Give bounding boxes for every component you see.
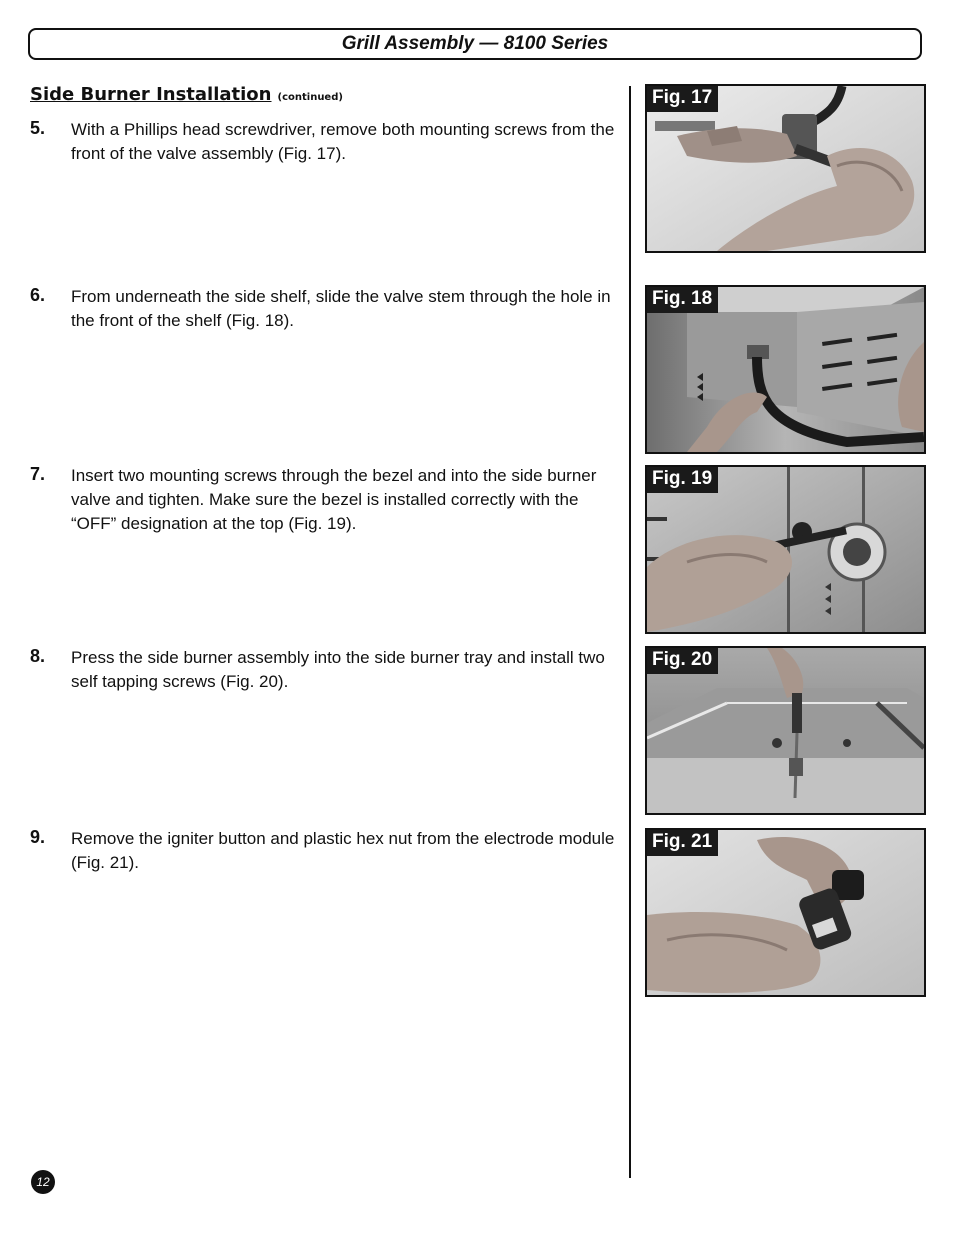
continued-note: (continued) [277,92,343,103]
page-header [28,28,922,60]
step-text: Remove the igniter button and plastic hex nut from the electrode module (Fig. 21). [71,829,615,872]
figure-label: Fig. 18 [647,287,718,313]
figure-label: Fig. 17 [647,86,718,112]
figure-19 [645,465,926,634]
section-title-text: Side Burner Installation [30,84,272,105]
figure-17 [645,84,926,253]
step-number: 7. [30,464,46,484]
step-text: Press the side burner assembly into the side burner tray and install two self tapping screws (Fig. 20). [71,648,605,691]
figure-label: Fig. 20 [647,648,718,674]
figure-20 [645,646,926,815]
figure-label: Fig. 21 [647,830,718,856]
section-title [30,84,343,105]
figure-label: Fig. 19 [647,467,718,493]
step-number: 6. [30,285,46,305]
step-number: 9. [30,827,46,847]
page-number: 12 [31,1170,55,1194]
step-text: With a Phillips head screwdriver, remove both mounting screws from the front of the valve assembly (Fig. 17). [71,120,615,163]
step-number: 8. [30,646,46,666]
column-divider [629,86,631,1178]
step-number: 5. [30,118,46,138]
step-text: From underneath the side shelf, slide the valve stem through the hole in the front of the shelf (Fig. 18). [71,287,611,330]
header-title: Grill Assembly — 8100 Series [341,33,609,54]
step-text: Insert two mounting screws through the bezel and into the side burner valve and tighten. Make sure the bezel is installed correctly with the “OFF” designation at the top (Fig. 19). [71,466,597,533]
figure-21 [645,828,926,997]
figure-18 [645,285,926,454]
